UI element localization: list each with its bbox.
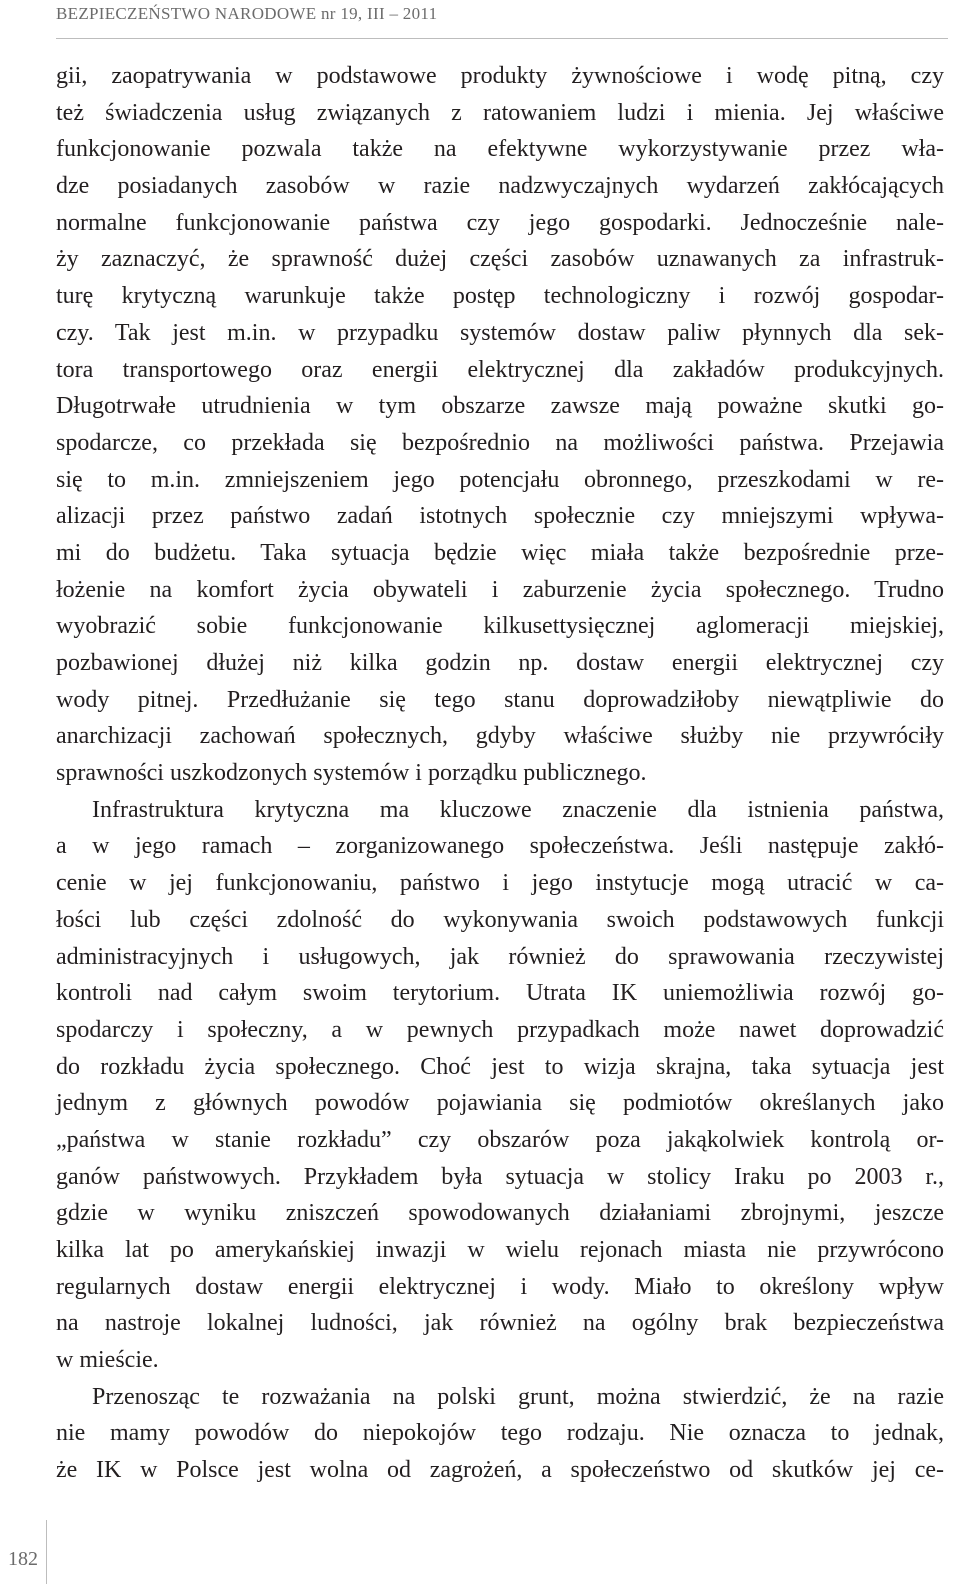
text-line: tora transportowego oraz energii elektrycznej dla zakładów produkcyjnych. [56,356,944,383]
text-line: alizacji przez państwo zadań istotnych społecznie czy mniejszymi wpływa- [56,503,944,530]
page-number-rule [46,1520,47,1584]
text-line: kontroli nad całym swoim terytorium. Utrata IK uniemożliwia rozwój go- [56,980,944,1007]
text-line: Infrastruktura krytyczna ma kluczowe znaczenie dla istnienia państwa, [92,796,944,823]
text-line: łości lub części zdolność do wykonywania swoich podstawowych funkcji [56,906,944,933]
text-line: wody pitnej. Przedłużanie się tego stanu doprowadziłoby niewątpliwie do [56,686,944,713]
text-line: spodarczy i społeczny, a w pewnych przypadkach może nawet doprowadzić [56,1016,944,1043]
body-text [56,58,944,1489]
text-line: gii, zaopatrywania w podstawowe produkty żywnościowe i wodę pitną, czy [56,63,944,89]
text-line: że IK w Polsce jest wolna od zagrożeń, a społeczeństwo od skutków jej ce- [56,1457,944,1484]
text-line: Przenosząc te rozważania na polski grunt, można stwierdzić, że na razie [92,1383,944,1410]
text-line: sprawności uszkodzonych systemów i porządku publicznego. [56,760,647,787]
text-line: regularnych dostaw energii elektrycznej i wody. Miało to określony wpływ [56,1273,944,1300]
text-line: funkcjonowanie pozwala także na efektywne wykorzystywanie przez wła- [56,136,944,163]
running-head: BEZPIECZEŃSTWO NARODOWE nr 19, III – 2011 [56,4,438,23]
text-line: cenie w jej funkcjonowaniu, państwo i jego instytucje mogą utracić w ca- [56,870,944,897]
text-line: Długotrwałe utrudnienia w tym obszarze zawsze mają poważne skutki go- [56,393,944,420]
text-line: a w jego ramach – zorganizowanego społeczeństwa. Jeśli następuje zakłó- [56,833,944,860]
header-rule [56,38,948,39]
text-line: do rozkładu życia społecznego. Choć jest to wizja skrajna, taka sytuacja jest [56,1053,944,1080]
text-line: pozbawionej dłużej niż kilka godzin np. dostaw energii elektrycznej czy [56,650,944,676]
text-line: spodarcze, co przekłada się bezpośrednio na możliwości państwa. Przejawia [56,429,944,456]
text-line: jednym z głównych powodów pojawiania się podmiotów określanych jako [56,1090,944,1117]
text-line: normalne funkcjonowanie państwa czy jego gospodarki. Jednocześnie nale- [56,209,944,236]
page-number: 182 [8,1548,38,1570]
text-line: dze posiadanych zasobów w razie nadzwyczajnych wydarzeń zakłócających [56,173,944,200]
text-line: ganów państwowych. Przykładem była sytuacja w stolicy Iraku po 2003 r., [56,1163,944,1190]
text-line: ży zaznaczyć, że sprawność dużej części zasobów uznawanych za infrastruk- [56,246,944,273]
text-line: nie mamy powodów do niepokojów tego rodzaju. Nie oznacza to jednak, [56,1420,944,1447]
text-line: się to m.in. zmniejszeniem jego potencjału obronnego, przeszkodami w re- [56,466,944,493]
text-line: w mieście. [56,1347,159,1374]
text-line: na nastroje lokalnej ludności, jak również na ogólny brak bezpieczeństwa [56,1310,944,1337]
text-line: łożenie na komfort życia obywateli i zaburzenie życia społecznego. Trudno [56,576,944,603]
text-line: turę krytyczną warunkuje także postęp technologiczny i rozwój gospodar- [56,283,944,310]
text-line: gdzie w wyniku zniszczeń spowodowanych działaniami zbrojnymi, jeszcze [56,1200,944,1227]
text-line: anarchizacji zachowań społecznych, gdyby właściwe służby nie przywróciły [56,723,944,750]
text-line: czy. Tak jest m.in. w przypadku systemów dostaw paliw płynnych dla sek- [56,319,944,346]
text-line: kilka lat po amerykańskiej inwazji w wielu rejonach miasta nie przywrócono [56,1237,944,1263]
text-line: też świadczenia usług związanych z ratowaniem ludzi i mienia. Jej właściwe [56,99,944,126]
text-line: „państwa w stanie rozkładu” czy obszarów poza jakąkolwiek kontrolą or- [56,1126,944,1153]
text-line: administracyjnych i usługowych, jak również do sprawowania rzeczywistej [56,943,944,970]
text-line: mi do budżetu. Taka sytuacja będzie więc miała także bezpośrednie prze- [56,539,944,566]
text-line: wyobrazić sobie funkcjonowanie kilkusettysięcznej aglomeracji miejskiej, [56,613,944,640]
